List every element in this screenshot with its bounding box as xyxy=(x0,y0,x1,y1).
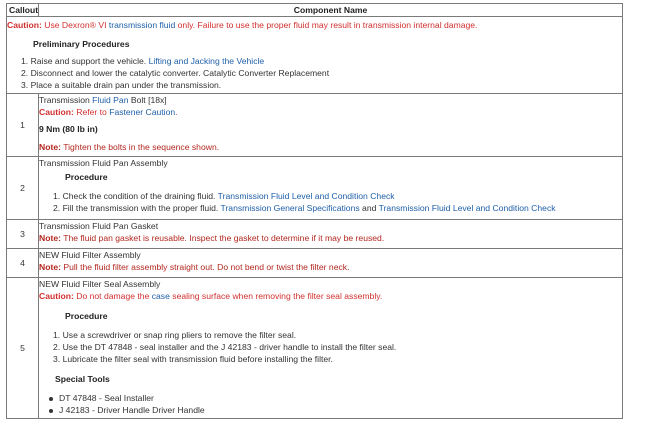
table-row xyxy=(7,157,623,220)
procedure-list xyxy=(53,190,622,214)
callout-table xyxy=(6,3,623,419)
fluid-level-check-link[interactable]: Transmission Fluid Level and Condition Check xyxy=(378,203,556,213)
fluid-level-check-link[interactable]: Transmission Fluid Level and Condition Check xyxy=(217,191,395,201)
list-item: 1. Use a screwdriver or snap ring pliers to remove the filter seal. xyxy=(53,330,297,340)
bullet-icon xyxy=(49,409,53,413)
caution-text: Caution: Do not damage the case sealing surface when removing the filter seal assembly. xyxy=(39,291,383,301)
header-component-name: Component Name xyxy=(39,4,623,17)
list-item: 3. Lubricate the filter seal with transmission fluid before installing the filter. xyxy=(53,354,333,364)
intro-caution: Caution: Use Dexron® VI transmission fluid only. Failure to use the proper fluid may result in transmission internal damage. xyxy=(7,20,478,30)
procedure-heading: Procedure xyxy=(65,311,108,321)
table-header-row xyxy=(7,4,623,17)
preliminary-procedures-heading: Preliminary Procedures xyxy=(33,39,130,49)
list-item: 2. Use the DT 47848 - seal installer and the J 42183 - driver handle to install the filter seal. xyxy=(53,342,397,352)
intro-row xyxy=(7,17,623,94)
case-link[interactable]: case xyxy=(151,291,170,301)
list-item: 1. Check the condition of the draining fluid. Transmission Fluid Level and Condition Check xyxy=(53,191,395,201)
component-title: Transmission Fluid Pan Gasket xyxy=(39,221,159,231)
callout-number: 1 xyxy=(7,94,39,157)
callout-number: 4 xyxy=(7,249,39,278)
caution-text: Caution: Refer to Fastener Caution. xyxy=(39,107,178,117)
callout-number: 5 xyxy=(7,278,39,419)
callout-number: 3 xyxy=(7,220,39,249)
table-row xyxy=(7,278,623,419)
component-title: NEW Fluid Filter Seal Assembly xyxy=(39,279,161,289)
list-item: 2. Fill the transmission with the proper fluid. Transmission General Specifications and Transmission Fluid Level and Condition Check xyxy=(53,203,556,213)
procedure-heading: Procedure xyxy=(65,172,108,182)
procedure-list xyxy=(53,329,622,365)
component-title: Transmission Fluid Pan Bolt [18x] xyxy=(39,95,167,105)
general-specifications-link[interactable]: Transmission General Specifications xyxy=(220,203,360,213)
bullet-icon xyxy=(49,397,53,401)
note-text: Note: The fluid pan gasket is reusable. Inspect the gasket to determine if it may be reused. xyxy=(39,233,385,243)
list-item: DT 47848 - Seal Installer xyxy=(49,392,622,404)
fastener-caution-link[interactable]: Fastener Caution xyxy=(109,107,176,117)
table-row xyxy=(7,220,623,249)
callout-number: 2 xyxy=(7,157,39,220)
note-text: Note: Tighten the bolts in the sequence shown. xyxy=(39,142,220,152)
preliminary-steps-list xyxy=(21,55,622,91)
procedure-document xyxy=(6,3,622,419)
component-title: Transmission Fluid Pan Assembly xyxy=(39,158,168,168)
list-item: 2. Disconnect and lower the catalytic converter. Catalytic Converter Replacement xyxy=(21,68,330,78)
note-text: Note: Pull the fluid filter assembly straight out. Do not bend or twist the filter neck. xyxy=(39,262,350,272)
list-item: 1. Raise and support the vehicle. Lifting and Jacking the Vehicle xyxy=(21,56,265,66)
fluid-pan-link[interactable]: Fluid Pan xyxy=(92,95,129,105)
transmission-fluid-link[interactable]: transmission fluid xyxy=(108,20,176,30)
lifting-jacking-link[interactable]: Lifting and Jacking the Vehicle xyxy=(148,56,265,66)
torque-spec: 9 Nm (80 lb in) xyxy=(39,124,98,134)
component-title: NEW Fluid Filter Assembly xyxy=(39,250,141,260)
table-row xyxy=(7,94,623,157)
list-item: 3. Place a suitable drain pan under the transmission. xyxy=(21,80,222,90)
header-callout: Callout xyxy=(7,4,39,17)
table-row xyxy=(7,249,623,278)
special-tools-list xyxy=(49,392,622,416)
special-tools-heading: Special Tools xyxy=(55,374,110,384)
list-item: J 42183 - Driver Handle Driver Handle xyxy=(49,404,622,416)
